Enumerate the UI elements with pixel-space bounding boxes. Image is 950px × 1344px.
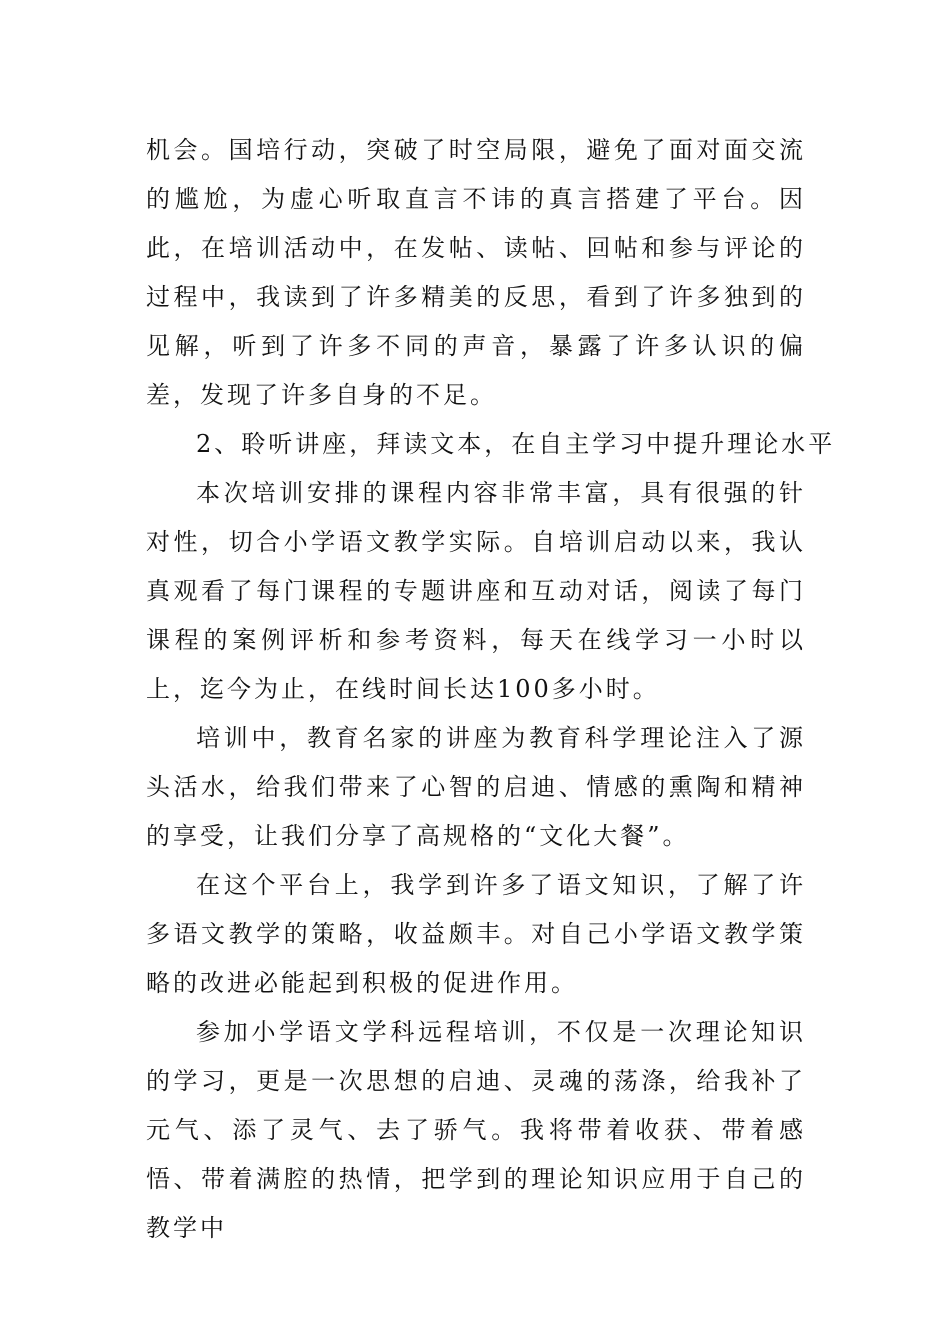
paragraph-lectures: 培训中，教育名家的讲座为教育科学理论注入了源头活水，给我们带来了心智的启迪、情感的熏陶和精神的享受，让我们分享了高规格的“文化大餐”。: [146, 724, 806, 850]
section-heading: 2、聆听讲座，拜读文本，在自主学习中提升理论水平: [196, 430, 836, 458]
document-body: [146, 126, 836, 1253]
paragraph-conclusion: 参加小学语文学科远程培训，不仅是一次理论知识的学习，更是一次思想的启迪、灵魂的荡涤，给我补了元气、添了灵气、去了骄气。我将带着收获、带着感悟、带着满腔的热情，把学到的理论知识应用于自己的教学中: [146, 1018, 806, 1242]
paragraph-course-content: 本次培训安排的课程内容非常丰富，具有很强的针对性，切合小学语文教学实际。自培训启动以来，我认真观看了每门课程的专题讲座和互动对话，阅读了每门课程的案例评析和参考资料，每天在线学习一小时以上，迄今为止，在线时间长达100多小时。: [146, 479, 806, 703]
paragraph-platform: 在这个平台上，我学到许多了语文知识，了解了许多语文教学的策略，收益颇丰。对自己小学语文教学策略的改进必能起到积极的促进作用。: [146, 871, 806, 997]
paragraph-continuation: 机会。国培行动，突破了时空局限，避免了面对面交流的尴尬，为虚心听取直言不讳的真言搭建了平台。因此，在培训活动中，在发帖、读帖、回帖和参与评论的过程中，我读到了许多精美的反思，看到了许多独到的见解，听到了许多不同的声音，暴露了许多认识的偏差，发现了许多自身的不足。: [146, 136, 806, 409]
